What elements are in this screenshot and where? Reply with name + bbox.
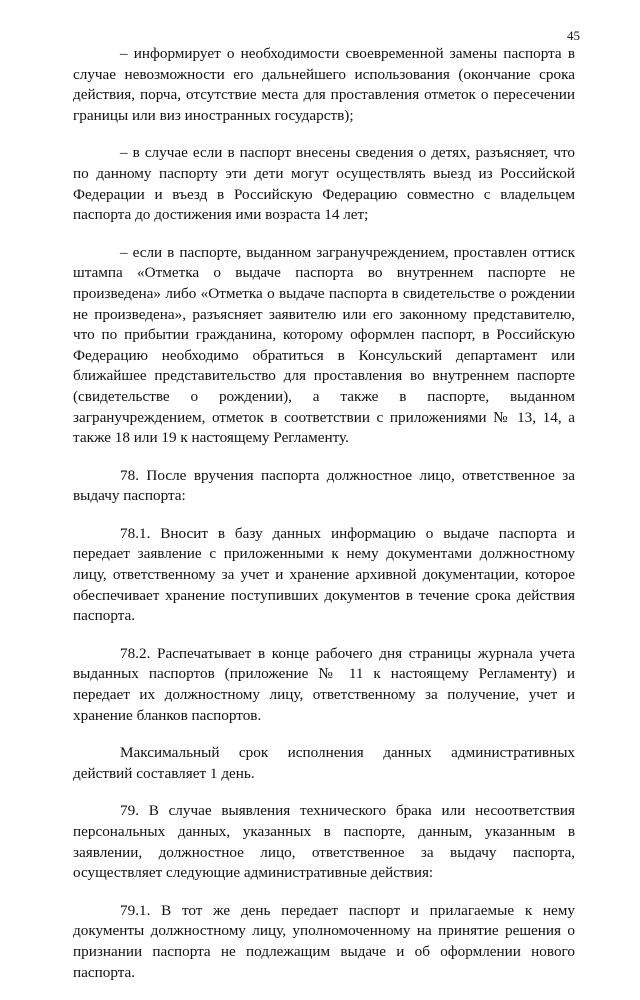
paragraph-passport-replacement: – информирует о необходимости своевременной замены паспорта в случае невозможности его дальнейшего использования (окончание срока действия, порча, отсутствие места для проставления отметок о пересечении границы или виз иностранных государств); xyxy=(73,45,575,124)
document-body xyxy=(73,44,575,1000)
page-number: 45 xyxy=(567,28,580,43)
paragraph-79-1: 79.1. В тот же день передает паспорт и прилагаемые к нему документы должностному лицу, уполномоченному на принятие решения о признании паспорта не подлежащим выдаче и об оформлении нового паспорта. xyxy=(73,901,575,981)
paragraph-max-term: Максимальный срок исполнения данных административных действий составляет 1 день. xyxy=(73,744,575,782)
paragraph-78-1: 78.1. Вносит в базу данных информацию о выдаче паспорта и передает заявление с приложенными к нему документами должностному лицу, ответственному за учет и хранение архивной документации, которое обеспечивает хранение поступивших документов в течение срока действия паспорта. xyxy=(73,524,575,625)
paragraph-stamp-notice: – если в паспорте, выданном загранучреждением, проставлен оттиск штампа «Отметка о выдаче паспорта во внутреннем паспорте не произведена» либо «Отметка о выдаче паспорта в свидетельстве о рождении не произведена», разъясняет заявителю или его законному представителю, что по прибытии гражданина, которому оформлен паспорт, в Российскую Федерацию необходимо обратиться в Консульский департамент или ближайшее представительство для проставления во внутреннем паспорте (свидетельстве о рождении), а также в паспорте, выданном загранучреждением, отметок в соответствии с приложениями № 13, 14, а также 18 или 19 к настоящему Регламенту. xyxy=(73,243,575,447)
paragraph-79: 79. В случае выявления технического брака или несоответствия персональных данных, указанных в паспорте, данным, указанным в заявлении, должностное лицо, ответственное за выдачу паспорта, осуществляет следующие административные действия: xyxy=(73,802,575,882)
paragraph-78: 78. После вручения паспорта должностное лицо, ответственное за выдачу паспорта: xyxy=(73,466,575,505)
paragraph-children-info: – в случае если в паспорт внесены сведения о детях, разъясняет, что по данному паспорту эти дети могут осуществлять выезд из Российской Федерации и въезд в Российскую Федерацию совместно с владельцем паспорта до достижения ими возраста 14 лет; xyxy=(73,144,575,224)
paragraph-78-2: 78.2. Распечатывает в конце рабочего дня страницы журнала учета выданных паспортов (приложение № 11 к настоящему Регламенту) и передает их должностному лицу, ответственному за получение, учет и хранение бланков паспортов. xyxy=(73,644,575,724)
